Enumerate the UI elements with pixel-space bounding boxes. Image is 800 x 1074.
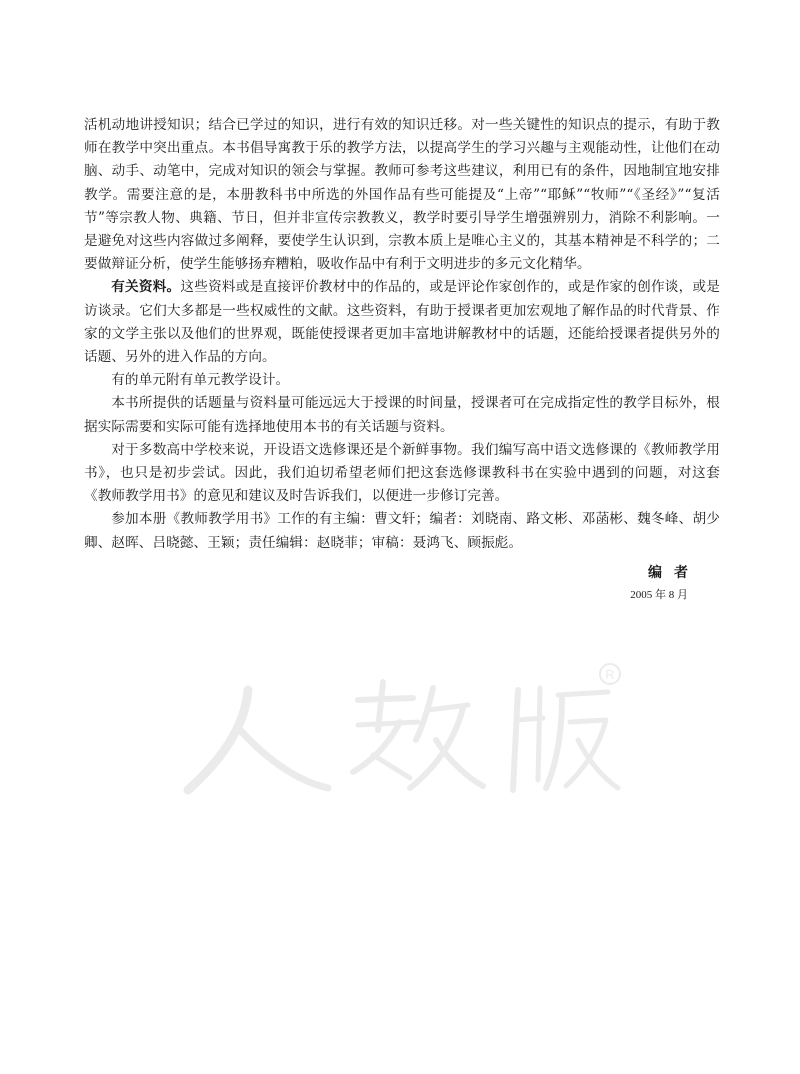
publisher-logo-watermark bbox=[178, 660, 628, 810]
svg-text:R: R bbox=[605, 667, 615, 682]
signature-date: 2005 年 8 月 bbox=[630, 589, 688, 601]
paragraph-1: 活机动地讲授知识；结合已学过的知识，进行有效的知识迁移。对一些关键性的知识点的提示，有助于教师在教学中突出重点。本书倡导寓教于乐的教学方法，以提高学生的学习兴趣与主观能动性，让他们在动脑、动手、动笔中，完成对知识的领会与掌握。教师可参考这些建议，利用已有的条件，因地制宜地安排教学。需要注意的是，本册教科书中所选的外国作品有些可能提及“上帝”“耶稣”“牧师”“《圣经》”“复活节”等宗教人物、典籍、节日，但并非宣传宗教教义，教学时要引导学生增强辨别力，消除不利影响。一是避免对这些内容做过多阐释，要使学生认识到，宗教本质上是唯心主义的，其基本精神是不科学的；二要做辩证分析，使学生能够扬弃糟粕，吸收作品中有利于文明进步的多元文化精华。 bbox=[84, 117, 720, 273]
paragraph-3: 有的单元附有单元教学设计。 bbox=[111, 372, 290, 389]
paragraph-6: 参加本册《教师教学用书》工作的有主编：曹文轩；编者：刘晓南、路文彬、邓菡彬、魏冬峰、胡少卿、赵晖、吕晓懿、王颖；责任编辑：赵晓菲；审稿：聂鸿飞、顾振彪。 bbox=[84, 511, 720, 551]
signature-block bbox=[630, 563, 700, 605]
paragraph-4: 本书所提供的话题量与资料量可能远远大于授课的时间量，授课者可在完成指定性的教学目标外，根据实际需要和实际可能有选择地使用本书的有关话题与资料。 bbox=[84, 395, 720, 435]
paragraph-2-term: 有关资料。 bbox=[111, 279, 181, 296]
signature-name: 编者 bbox=[648, 565, 700, 581]
paragraph-5: 对于多数高中学校来说，开设语文选修课还是个新鲜事物。我们编写高中语文选修课的《教师教学用书》，也只是初步尝试。因此，我们迫切希望老师们把这套选修课教科书在实验中遇到的问题，对这套《教师教学用书》的意见和建议及时告诉我们，以便进一步修订完善。 bbox=[84, 441, 720, 505]
page-body bbox=[84, 114, 720, 555]
paragraph-2: 有关资料。这些资料或是直接评价教材中的作品的，或是评论作家创作的，或是作家的创作谈，或是访谈录。它们大多都是一些权威性的文献。这些资料，有助于授课者更加宏观地了解作品的时代背景、作家的文学主张以及他们的世界观，既能使授课者更加丰富地讲解教材中的话题，还能给授课者提供另外的话题、另外的进入作品的方向。 bbox=[84, 279, 720, 366]
